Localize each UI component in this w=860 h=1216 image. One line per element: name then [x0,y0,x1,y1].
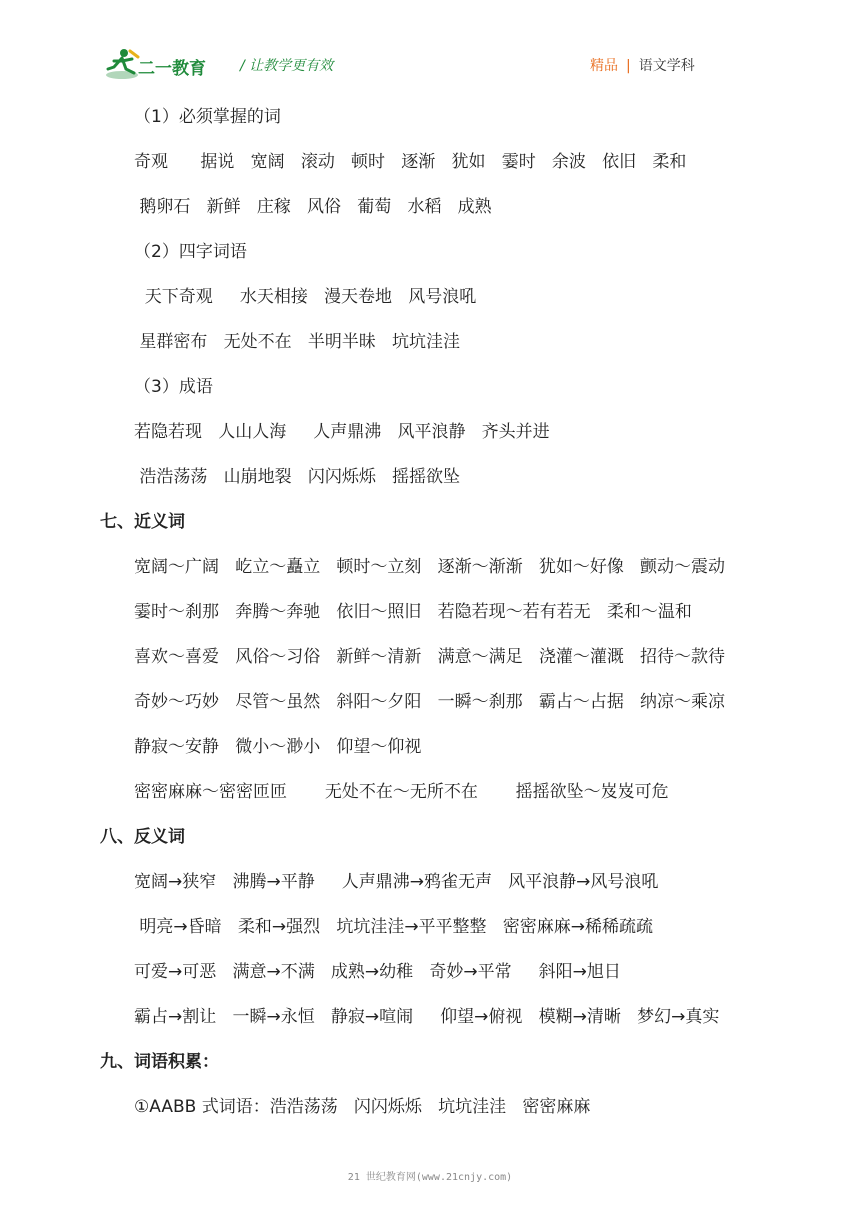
list-item: 宽阔→狭窄 沸腾→平静 人声鼎沸→鸦雀无声 风平浪静→风号浪吼 [134,872,659,892]
list-item: 宽阔～广阔 屹立～矗立 顿时～立刻 逐渐～渐渐 犹如～好像 颤动～震动 [134,557,726,577]
subject-label: 语文学科 [638,58,695,74]
list-item: 可爱→可恶 满意→不满 成熟→幼稚 奇妙→平常 斜阳→旭日 [134,962,621,982]
logo-text: 二一教育 [138,59,206,79]
list-item: 浩浩荡荡 山崩地裂 闪闪烁烁 摇摇欲坠 [134,467,461,487]
list-item: 奇观 据说 宽阔 滚动 顿时 逐渐 犹如 霎时 余波 依旧 柔和 [134,152,687,172]
header-divider: | [626,58,631,74]
list-item: （3）成语 [134,377,213,397]
list-item: 密密麻麻～密密匝匝 无处不在～无所不在 摇摇欲坠～岌岌可危 [134,782,669,802]
page-header [0,0,860,95]
list-item: 霸占→割让 一瞬→永恒 静寂→喧闹 仰望→俯视 模糊→清晰 梦幻→真实 [134,1007,720,1027]
section-title-synonyms: 七、近义词 [100,512,185,532]
list-item: 喜欢～喜爱 风俗～习俗 新鲜～清新 满意～满足 浇灌～灌溉 招待～款待 [134,647,726,667]
list-item: 若隐若现 人山人海 人声鼎沸 风平浪静 齐头并进 [134,422,550,442]
list-item: 奇妙～巧妙 尽管～虽然 斜阳～夕阳 一瞬～刹那 霸占～占据 纳凉～乘凉 [134,692,726,712]
list-item: 鹅卵石 新鲜 庄稼 风俗 葡萄 水稻 成熟 [134,197,492,217]
list-item: 星群密布 无处不在 半明半昧 坑坑洼洼 [134,332,461,352]
section-title-antonyms: 八、反义词 [100,827,185,847]
quality-label: 精品 [590,58,618,74]
section-title-accumulation: 九、词语积累： [100,1052,219,1072]
list-item: （2）四字词语 [134,242,247,262]
list-item: ①AABB 式词语：浩浩荡荡 闪闪烁烁 坑坑洼洼 密密麻麻 [134,1097,591,1117]
header-right [590,55,695,75]
list-item: （1）必须掌握的词 [134,107,281,127]
header-slogan: / 让教学更有效 [240,58,334,74]
list-item: 天下奇观 水天相接 漫天卷地 风号浪吼 [134,287,477,307]
list-item: 明亮→昏暗 柔和→强烈 坑坑洼洼→平平整整 密密麻麻→稀稀疏疏 [134,917,654,937]
list-item: 静寂～安静 微小～渺小 仰望～仰视 [134,737,422,757]
list-item: 霎时～刹那 奔腾～奔驰 依旧～照旧 若隐若现～若有若无 柔和～温和 [134,602,692,622]
page-footer: 21 世纪教育网(www.21cnjy.com) [347,1172,513,1183]
